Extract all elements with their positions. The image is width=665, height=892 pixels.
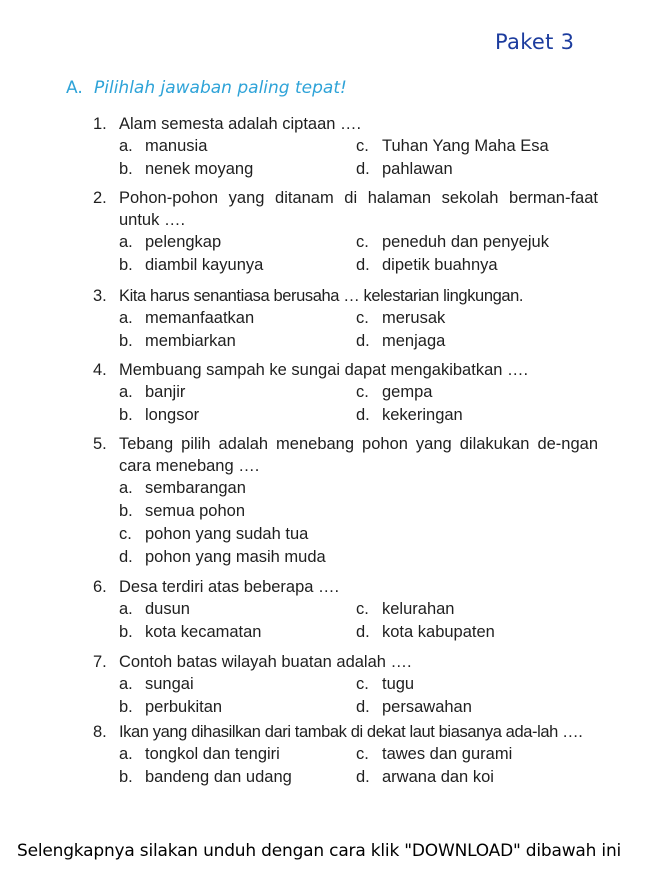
options-grid xyxy=(119,135,598,180)
option-a[interactable]: a. manusia xyxy=(119,137,208,155)
option-a[interactable]: a. memanfaatkan xyxy=(119,309,255,327)
option-c[interactable]: c. tawes dan gurami xyxy=(356,745,513,763)
option-a[interactable]: a. dusun xyxy=(119,600,190,618)
options-grid xyxy=(119,598,598,643)
question-stem: Pohon-pohon yang ditanam di halaman sekolah berman-faat untuk …. xyxy=(119,189,598,229)
question-5 xyxy=(93,433,598,568)
options-list xyxy=(119,477,598,568)
option-b[interactable]: b. membiarkan xyxy=(119,332,236,350)
option-b[interactable]: b. nenek moyang xyxy=(119,160,254,178)
option-c[interactable]: c. peneduh dan penyejuk xyxy=(356,233,549,251)
question-number: 6. xyxy=(93,578,107,596)
download-note: Selengkapnya silakan unduh dengan cara klik "DOWNLOAD" dibawah ini xyxy=(17,841,622,861)
option-b[interactable]: b. longsor xyxy=(119,406,200,424)
option-c[interactable]: c. pohon yang sudah tua xyxy=(119,525,309,543)
question-number: 2. xyxy=(93,189,107,207)
question-3 xyxy=(93,285,598,352)
question-number: 7. xyxy=(93,653,107,671)
options-grid xyxy=(119,231,598,276)
question-stem: Kita harus senantiasa berusaha … kelestarian lingkungan. xyxy=(119,287,524,305)
option-a[interactable]: a. banjir xyxy=(119,383,186,401)
question-stem: Ikan yang dihasilkan dari tambak di dekat laut biasanya ada-lah …. xyxy=(119,723,583,741)
question-stem: Contoh batas wilayah buatan adalah …. xyxy=(119,653,412,671)
option-d[interactable]: d. pohon yang masih muda xyxy=(119,548,326,566)
question-stem: Alam semesta adalah ciptaan …. xyxy=(119,115,362,133)
option-a[interactable]: a. tongkol dan tengiri xyxy=(119,745,280,763)
section-instruction: Pilihlah jawaban paling tepat! xyxy=(94,78,347,98)
option-b[interactable]: b. kota kecamatan xyxy=(119,623,262,641)
option-d[interactable]: d. pahlawan xyxy=(356,160,453,178)
question-stem: Tebang pilih adalah menebang pohon yang dilakukan de-ngan cara menebang …. xyxy=(119,435,598,475)
question-8 xyxy=(93,721,598,788)
option-c[interactable]: c. kelurahan xyxy=(356,600,455,618)
question-number: 3. xyxy=(93,287,107,305)
question-number: 4. xyxy=(93,361,107,379)
option-b[interactable]: b. semua pohon xyxy=(119,502,245,520)
question-1 xyxy=(93,113,598,180)
question-number: 5. xyxy=(93,435,107,453)
option-d[interactable]: d. kekeringan xyxy=(356,406,463,424)
options-grid xyxy=(119,673,598,718)
options-grid xyxy=(119,381,598,426)
option-c[interactable]: c. gempa xyxy=(356,383,433,401)
question-7 xyxy=(93,651,598,718)
question-4 xyxy=(93,359,598,426)
option-c[interactable]: c. tugu xyxy=(356,675,415,693)
option-b[interactable]: b. perbukitan xyxy=(119,698,223,716)
option-d[interactable]: d. dipetik buahnya xyxy=(356,256,498,274)
option-d[interactable]: d. menjaga xyxy=(356,332,446,350)
option-c[interactable]: c. merusak xyxy=(356,309,446,327)
question-6 xyxy=(93,576,598,643)
option-b[interactable]: b. bandeng dan udang xyxy=(119,768,292,786)
question-2 xyxy=(93,187,598,276)
section-letter: A. xyxy=(66,78,83,98)
options-grid xyxy=(119,307,598,352)
option-d[interactable]: d. kota kabupaten xyxy=(356,623,495,641)
question-stem: Desa terdiri atas beberapa …. xyxy=(119,578,340,596)
option-c[interactable]: c. Tuhan Yang Maha Esa xyxy=(356,137,549,155)
option-d[interactable]: d. persawahan xyxy=(356,698,472,716)
option-a[interactable]: a. sungai xyxy=(119,675,194,693)
options-grid xyxy=(119,743,598,788)
option-a[interactable]: a. pelengkap xyxy=(119,233,222,251)
section-heading xyxy=(66,78,347,98)
question-number: 8. xyxy=(93,723,107,741)
package-title: Paket 3 xyxy=(495,30,575,54)
option-a[interactable]: a. sembarangan xyxy=(119,479,246,497)
question-number: 1. xyxy=(93,115,107,133)
question-stem: Membuang sampah ke sungai dapat mengakibatkan …. xyxy=(119,361,529,379)
option-b[interactable]: b. diambil kayunya xyxy=(119,256,264,274)
option-d[interactable]: d. arwana dan koi xyxy=(356,768,494,786)
